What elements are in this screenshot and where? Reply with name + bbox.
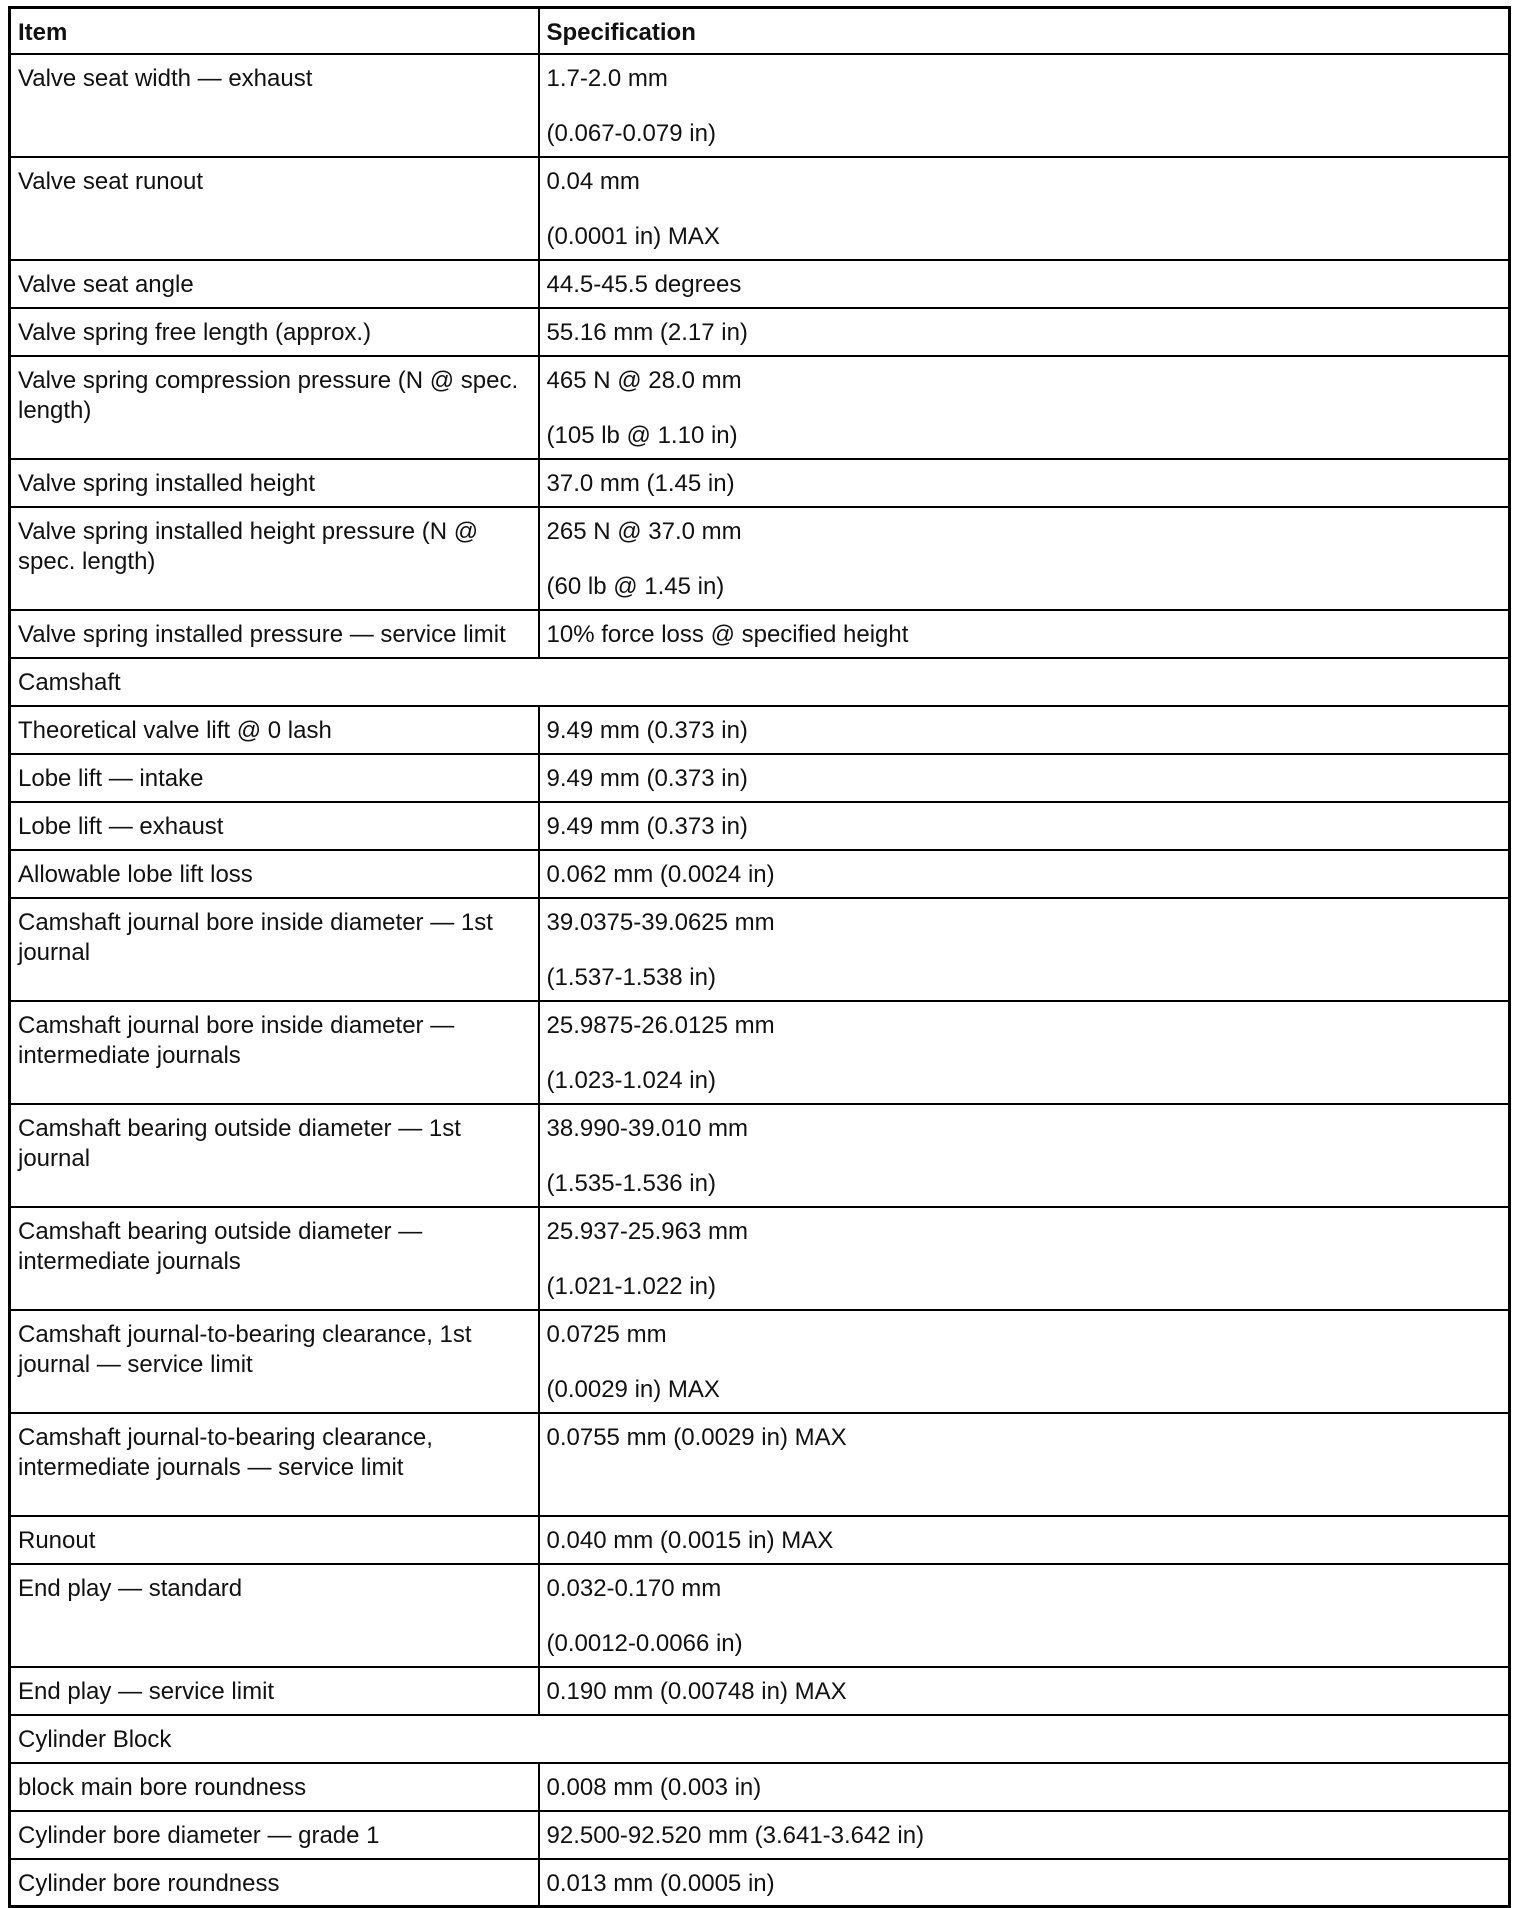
specification-cell bbox=[539, 898, 1510, 1001]
item-cell: Valve seat width — exhaust bbox=[10, 54, 539, 157]
table-row bbox=[10, 1763, 1510, 1811]
header-item: Item bbox=[10, 8, 539, 54]
item-cell: Theoretical valve lift @ 0 lash bbox=[10, 706, 539, 754]
specification-value: 44.5-45.5 degrees bbox=[546, 270, 742, 298]
section-row bbox=[10, 1715, 1510, 1763]
table-row bbox=[10, 1207, 1510, 1310]
specification-value: 0.032-0.170 mm bbox=[546, 1574, 722, 1602]
specification-value: 265 N @ 37.0 mm bbox=[546, 517, 742, 545]
specification-value: (0.0001 in) MAX bbox=[546, 222, 720, 250]
specification-cell bbox=[539, 850, 1510, 898]
item-cell: Camshaft bearing outside diameter — 1st journal bbox=[10, 1104, 539, 1207]
table-row bbox=[10, 260, 1510, 308]
specification-cell bbox=[539, 1811, 1510, 1859]
item-cell: Allowable lobe lift loss bbox=[10, 850, 539, 898]
item-cell: Valve seat runout bbox=[10, 157, 539, 260]
table-row bbox=[10, 1667, 1510, 1715]
table-row bbox=[10, 507, 1510, 610]
specification-value: 9.49 mm (0.373 in) bbox=[546, 764, 748, 792]
table-header bbox=[10, 8, 1510, 54]
specification-cell bbox=[539, 308, 1510, 356]
specification-value: 0.190 mm (0.00748 in) MAX bbox=[546, 1677, 847, 1705]
item-cell: Camshaft bearing outside diameter — intermediate journals bbox=[10, 1207, 539, 1310]
specification-cell bbox=[539, 1413, 1510, 1516]
specification-value: (105 lb @ 1.10 in) bbox=[546, 421, 738, 449]
specification-value: (1.537-1.538 in) bbox=[546, 963, 716, 991]
section-row bbox=[10, 658, 1510, 706]
table-body bbox=[10, 54, 1510, 1907]
specification-value: (60 lb @ 1.45 in) bbox=[546, 572, 725, 600]
table-row bbox=[10, 802, 1510, 850]
table-row bbox=[10, 706, 1510, 754]
item-cell: Valve spring compression pressure (N @ spec. length) bbox=[10, 356, 539, 459]
item-cell: Cylinder bore roundness bbox=[10, 1859, 539, 1907]
specification-value: 0.04 mm bbox=[546, 167, 640, 195]
specification-cell bbox=[539, 1859, 1510, 1907]
specification-value: 38.990-39.010 mm bbox=[546, 1114, 748, 1142]
specification-value: 1.7-2.0 mm bbox=[546, 64, 668, 92]
table-row bbox=[10, 850, 1510, 898]
item-cell: Lobe lift — exhaust bbox=[10, 802, 539, 850]
specification-value: 0.040 mm (0.0015 in) MAX bbox=[546, 1526, 834, 1554]
header-row bbox=[10, 8, 1510, 54]
table-row bbox=[10, 308, 1510, 356]
specification-cell bbox=[539, 54, 1510, 157]
table-row bbox=[10, 898, 1510, 1001]
table-row bbox=[10, 54, 1510, 157]
specification-cell bbox=[539, 802, 1510, 850]
specification-value: (0.067-0.079 in) bbox=[546, 119, 716, 147]
table-row bbox=[10, 356, 1510, 459]
specification-cell bbox=[539, 1516, 1510, 1564]
specification-cell bbox=[539, 1763, 1510, 1811]
header-specification: Specification bbox=[539, 8, 1510, 54]
item-cell: block main bore roundness bbox=[10, 1763, 539, 1811]
table-row bbox=[10, 1310, 1510, 1413]
specification-value: 9.49 mm (0.373 in) bbox=[546, 716, 748, 744]
table-row bbox=[10, 754, 1510, 802]
specification-cell bbox=[539, 1310, 1510, 1413]
table-row bbox=[10, 1811, 1510, 1859]
item-cell: Runout bbox=[10, 1516, 539, 1564]
specification-cell bbox=[539, 260, 1510, 308]
specification-cell bbox=[539, 459, 1510, 507]
section-title: Cylinder Block bbox=[10, 1715, 1510, 1763]
specification-value: 55.16 mm (2.17 in) bbox=[546, 318, 748, 346]
specification-cell bbox=[539, 1667, 1510, 1715]
specification-cell bbox=[539, 356, 1510, 459]
specification-value: (0.0012-0.0066 in) bbox=[546, 1629, 743, 1657]
section-title: Camshaft bbox=[10, 658, 1510, 706]
item-cell: Camshaft journal bore inside diameter — 1st journal bbox=[10, 898, 539, 1001]
specification-value: 9.49 mm (0.373 in) bbox=[546, 812, 748, 840]
specification-value: 0.0725 mm bbox=[546, 1320, 667, 1348]
item-cell: Valve spring installed height bbox=[10, 459, 539, 507]
item-cell: Valve spring free length (approx.) bbox=[10, 308, 539, 356]
specification-value: 465 N @ 28.0 mm bbox=[546, 366, 742, 394]
item-cell: Valve seat angle bbox=[10, 260, 539, 308]
specification-cell bbox=[539, 1001, 1510, 1104]
specification-cell bbox=[539, 157, 1510, 260]
table-row bbox=[10, 610, 1510, 658]
table-row bbox=[10, 1413, 1510, 1516]
specification-cell bbox=[539, 1104, 1510, 1207]
specification-value: 0.062 mm (0.0024 in) bbox=[546, 860, 775, 888]
specification-cell bbox=[539, 754, 1510, 802]
specification-value: 92.500-92.520 mm (3.641-3.642 in) bbox=[546, 1821, 925, 1849]
specification-value: (1.535-1.536 in) bbox=[546, 1169, 716, 1197]
item-cell: Valve spring installed height pressure (N @ spec. length) bbox=[10, 507, 539, 610]
specification-value: 25.9875-26.0125 mm bbox=[546, 1011, 775, 1039]
specification-cell bbox=[539, 507, 1510, 610]
specification-cell bbox=[539, 1564, 1510, 1667]
table-row bbox=[10, 1516, 1510, 1564]
specification-value: 37.0 mm (1.45 in) bbox=[546, 469, 735, 497]
table-row bbox=[10, 459, 1510, 507]
specification-value: (1.021-1.022 in) bbox=[546, 1272, 716, 1300]
specification-value: 10% force loss @ specified height bbox=[546, 620, 909, 648]
specification-cell bbox=[539, 706, 1510, 754]
specification-value: 25.937-25.963 mm bbox=[546, 1217, 748, 1245]
item-cell: End play — service limit bbox=[10, 1667, 539, 1715]
item-cell: Cylinder bore diameter — grade 1 bbox=[10, 1811, 539, 1859]
item-cell: Camshaft journal bore inside diameter — intermediate journals bbox=[10, 1001, 539, 1104]
specification-table bbox=[8, 6, 1511, 1908]
item-cell: Camshaft journal-to-bearing clearance, intermediate journals — service limit bbox=[10, 1413, 539, 1516]
item-cell: Lobe lift — intake bbox=[10, 754, 539, 802]
specification-value: (1.023-1.024 in) bbox=[546, 1066, 716, 1094]
specification-cell bbox=[539, 1207, 1510, 1310]
specification-value: 0.013 mm (0.0005 in) bbox=[546, 1869, 775, 1897]
table-row bbox=[10, 1564, 1510, 1667]
item-cell: End play — standard bbox=[10, 1564, 539, 1667]
specification-value: 0.0755 mm (0.0029 in) MAX bbox=[546, 1423, 847, 1451]
table-row bbox=[10, 1001, 1510, 1104]
specification-value: 0.008 mm (0.003 in) bbox=[546, 1773, 762, 1801]
item-cell: Valve spring installed pressure — service limit bbox=[10, 610, 539, 658]
specification-cell bbox=[539, 610, 1510, 658]
specification-value: (0.0029 in) MAX bbox=[546, 1375, 720, 1403]
specification-value: 39.0375-39.0625 mm bbox=[546, 908, 775, 936]
item-cell: Camshaft journal-to-bearing clearance, 1st journal — service limit bbox=[10, 1310, 539, 1413]
table-row bbox=[10, 157, 1510, 260]
table-row bbox=[10, 1859, 1510, 1907]
table-row bbox=[10, 1104, 1510, 1207]
